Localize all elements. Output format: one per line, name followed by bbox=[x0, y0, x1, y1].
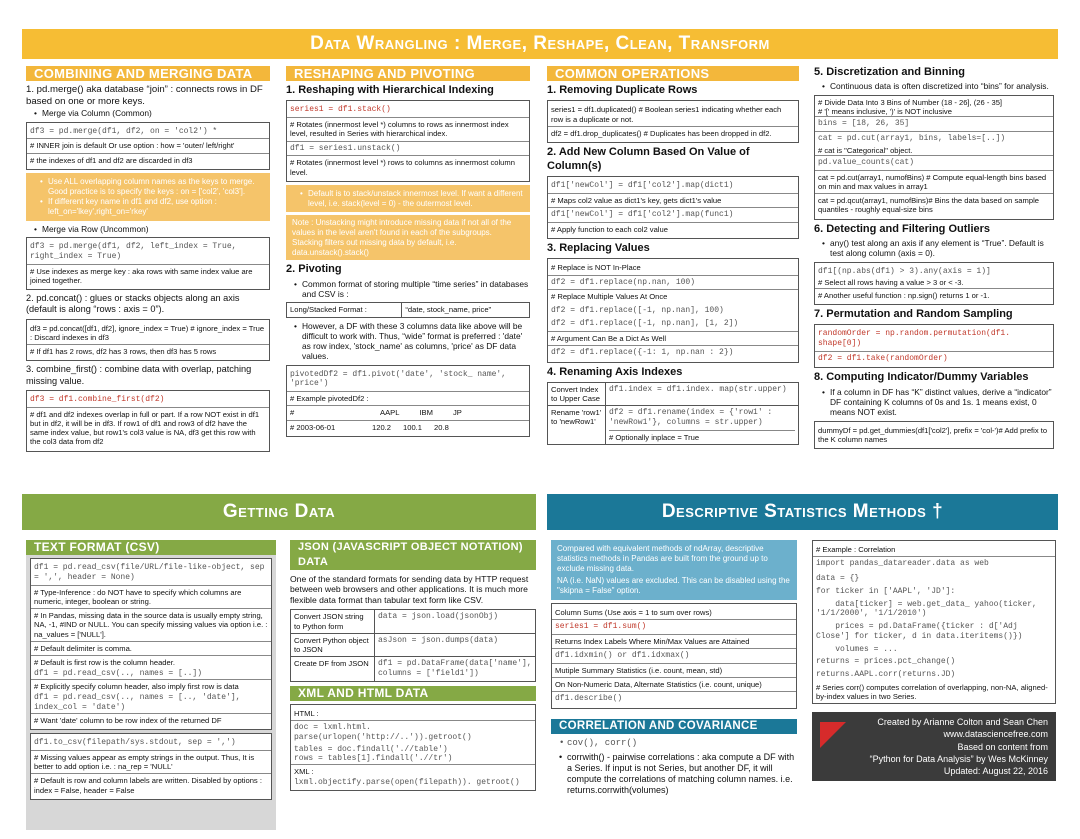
note-item: Compared with equivalent methods of ndArray, descriptive statistics methods in Pandas are built from the ground up to exclude missing data. bbox=[557, 544, 768, 573]
pivot-box bbox=[286, 365, 530, 437]
xml-box bbox=[290, 704, 536, 791]
code-line: cat = pd.cut(array1, bins, labels=[..]) bbox=[815, 131, 1053, 146]
concat-box bbox=[26, 319, 270, 362]
cell: JP bbox=[452, 408, 462, 418]
code-line: dummyDf = pd.get_dummies(df1['col2'], prefix = 'col-')# Add prefix to the K column names bbox=[818, 425, 1048, 444]
cov-corr-item: • cov(), corr() bbox=[559, 738, 797, 749]
stack-box bbox=[286, 100, 530, 182]
note-item: • If different key name in df1 and df2, use option : left_on='lkey',right_on='rkey' bbox=[40, 197, 264, 217]
code-line: doc = lxml.html. parse(urlopen('http://..')).getroot() bbox=[291, 720, 535, 745]
merge-column-box bbox=[26, 122, 270, 170]
subsection-title: 3. Replacing Values bbox=[547, 241, 650, 254]
concat-intro: 2. pd.concat() : glues or stacks objects along an axis (default is along “rows : axis = 0”). bbox=[26, 293, 240, 315]
code-line: df2 = df1.replace(np.nan, 100) bbox=[548, 275, 798, 290]
comment-line: # If df1 has 2 rows, df2 has 3 rows, then df3 has 5 rows bbox=[27, 344, 269, 358]
code-line: cat = pd.qcut(array1, numofBins)# Bins the data based on sample quantiles - roughly equal-size bins bbox=[815, 193, 1053, 217]
code-line: data = {} bbox=[816, 574, 860, 583]
duplicates-box bbox=[547, 100, 799, 143]
long-format-table bbox=[286, 302, 530, 317]
unstack-note: Note : Unstacking might introduce missing data if not all of the values in the level aren't found in each of the subgroups. Stacking filters out missing data by default, i.e. data.unstack().stack() bbox=[286, 215, 530, 260]
subsection-title: 1. Removing Duplicate Rows bbox=[547, 84, 698, 96]
comment-line: On Non-Numeric Data, Alternate Statistics (i.e. count, unique) bbox=[552, 677, 796, 691]
code-line: df1 = pd.read_csv(.., names = [..]) bbox=[34, 669, 203, 679]
merge-column-label: • Merge via Column (Common) bbox=[34, 108, 270, 118]
pivot-text: • However, a DF with these 3 columns data like above will be difficult to work with. Thus, “wide” format is preferred : 'date' as row index, 'stock_name' as columns, 'price' as DF data values. bbox=[294, 321, 530, 362]
comment-line: # Type-Inference : do NOT have to specify which columns are numeric, integer, boolean or string. bbox=[31, 585, 271, 609]
code-line: df1['newCol'] = df1['col2'].map(func1) bbox=[548, 207, 798, 222]
table-cell: Convert JSON string to Python form bbox=[291, 610, 375, 634]
comment-line: # Another useful function : np.sign() returns 1 or -1. bbox=[815, 288, 1053, 302]
table-cell: Rename 'row1' to 'newRow1' bbox=[548, 406, 606, 445]
comment-line: # Use indexes as merge key : aka rows with same index value are joined together. bbox=[27, 264, 269, 288]
code-line: df1.idxmin() or df1.idxmax() bbox=[552, 648, 796, 663]
comment-line: # Series corr() computes correlation of overlapping, non-NA, aligned-by-index values in two Series. bbox=[816, 682, 1048, 701]
code-line: lxml.objectify.parse(open(filepath)). getroot() bbox=[294, 778, 520, 788]
code-line: df1 = series1.unstack() bbox=[287, 141, 529, 156]
subsection-title: 2. Pivoting bbox=[286, 263, 342, 276]
comment-line: # Example pivotedDf2 : bbox=[287, 391, 529, 405]
credit-line: Updated: August 22, 2016 bbox=[943, 765, 1048, 776]
subsection-title: 4. Renaming Axis Indexes bbox=[547, 366, 683, 379]
comment-line: # '[' means inclusive, ')' is NOT inclusive bbox=[818, 106, 952, 116]
section-heading: COMBINING AND MERGING DATA bbox=[26, 66, 270, 81]
code-line: df2 = df1.take(randomOrder) bbox=[815, 351, 1053, 366]
corrwith-item: • corrwith() - pairwise correlations : aka compute a DF with a Series. If input is not Series, but another DF, it will compute the correlations of matching column names. i.e. returns.corrwith(volumes) bbox=[559, 752, 797, 796]
code-line: df1.describe() bbox=[552, 691, 796, 706]
code-line: df1['newCol'] = df1['col2'].map(dict1) bbox=[551, 180, 734, 190]
comment-line: # Maps col2 value as dict1's key, gets dict1's value bbox=[548, 193, 798, 207]
merge-note bbox=[26, 173, 270, 221]
cell: IBM bbox=[419, 408, 433, 418]
code-line: data[ticker] = web.get_data_ yahoo(ticker, '1/1/2000', '1/1/2010') bbox=[816, 599, 1042, 619]
section-heading: COMMON OPERATIONS bbox=[547, 66, 799, 81]
code-line: df1 = pd.read_csv(file/URL/file-like-object, sep = ',', header = None) bbox=[34, 563, 265, 582]
table-cell: Convert Index to Upper Case bbox=[548, 382, 606, 406]
new-column-box bbox=[547, 176, 799, 239]
desc-right-panel bbox=[812, 540, 1056, 830]
reshaping-pivoting-column bbox=[286, 66, 530, 478]
code-line: volumes = ... bbox=[816, 644, 898, 654]
table-cell: df1 = pd.DataFrame(data['name'], columns = ['field1']) bbox=[375, 657, 536, 682]
code-line: tables = doc.findall('.//table') bbox=[294, 744, 448, 754]
table-cell bbox=[606, 406, 799, 445]
code-line: df1 = pd.read_csv(.., names = [.., 'date'], index_col = 'date') bbox=[34, 693, 241, 712]
code-line: df2 = df1.replace({-1: 1, np.nan : 2}) bbox=[548, 345, 798, 360]
discretization-column bbox=[814, 66, 1054, 478]
comment-line: # cat is "Categorical" object. bbox=[818, 145, 913, 155]
section-heading: XML AND HTML DATA bbox=[290, 686, 536, 701]
comment-line: # Missing values appear as empty strings in the output. Thus, It is better to add option i.e. : na_rep = 'NULL' bbox=[31, 750, 271, 774]
comment-line: # Default is row and column labels are written. Disabled by options : index = False, header = False bbox=[31, 773, 271, 797]
page-title: Data Wrangling : Merge, Reshape, Clean, Transform bbox=[22, 29, 1058, 59]
json-table bbox=[290, 609, 536, 682]
merge-row-box bbox=[26, 237, 270, 290]
code-line: import pandas_datareader.data as web bbox=[813, 556, 1055, 571]
code-line: bins = [18, 26, 35] bbox=[815, 116, 1053, 131]
comment-line: # Example : Correlation bbox=[816, 545, 896, 554]
desc-box bbox=[551, 603, 797, 709]
binning-box bbox=[814, 95, 1054, 220]
code-line: df3 = df1.combine_first(df2) bbox=[30, 394, 165, 404]
section-heading: TEXT FORMAT (CSV) bbox=[26, 540, 276, 555]
table-cell: df1.index = df1.index. map(str.upper) bbox=[606, 382, 799, 406]
descriptive-stats-banner: Descriptive Statistics Methods † bbox=[547, 494, 1058, 530]
comment-line: Column Sums (Use axis = 1 to sum over rows) bbox=[555, 607, 712, 617]
comment-line: # Replace Multiple Values At Once bbox=[548, 289, 798, 303]
json-text: One of the standard formats for sending data by HTTP request between web browsers and other applications. It is much more flexible data format than tabular text form like CSV. bbox=[290, 574, 529, 605]
merge-row-label: • Merge via Row (Uncommon) bbox=[34, 224, 270, 234]
credit-line: www.datasciencefree.com bbox=[943, 729, 1048, 740]
desc-note bbox=[551, 540, 797, 600]
combining-merging-column bbox=[26, 66, 270, 478]
note-item: • Default is to stack/unstack innermost level. If want a different level, i.e. stack(level = 0) - the outermost level. bbox=[300, 189, 524, 209]
rename-table bbox=[547, 382, 799, 445]
dummy-box bbox=[814, 421, 1054, 450]
comment-line: # Replace is NOT In-Place bbox=[551, 263, 641, 273]
comment-line: # INNER join is default Or use option : how = 'outer/ left/right' bbox=[27, 138, 269, 152]
comment-line: # the indexes of df1 and df2 are discarded in df3 bbox=[27, 153, 269, 167]
table-cell: “date, stock_name, price” bbox=[402, 303, 530, 317]
subsection-title: 8. Computing Indicator/Dummy Variables bbox=[814, 371, 1029, 384]
comment-line: # Optionally inplace = True bbox=[609, 430, 795, 442]
desc-left-panel bbox=[551, 540, 797, 830]
section-heading: JSON (JAVASCRIPT OBJECT NOTATION) DATA bbox=[290, 540, 536, 570]
code-line: rows = tables[1].findall('.//tr') bbox=[294, 754, 453, 764]
json-xml-panel bbox=[290, 540, 536, 830]
comment-line: # In Pandas, missing data in the source data is usually empty string, NA, -1, #IND or NULL. You can specify missing values via option i.e. : na_values = ['NULL']. bbox=[31, 608, 271, 641]
code-line: df2 = df1.drop_duplicates() # Duplicates has been dropped in df2. bbox=[548, 126, 798, 140]
read-csv-box bbox=[30, 558, 272, 730]
comment-line: # Want 'date' column to be row index of the returned DF bbox=[31, 713, 271, 727]
comment-line: # Divide Data Into 3 Bins of Number (18 - 26], (26 - 35] bbox=[818, 97, 1003, 107]
combine-first-box bbox=[26, 390, 270, 452]
code-line: series1 = df1.duplicated() # Boolean series1 indicating whether each row is a duplicate or not. bbox=[551, 105, 782, 124]
code-line: returns = prices.pct_change() bbox=[816, 657, 956, 667]
comment-line: # Select all rows having a value > 3 or < -3. bbox=[818, 278, 964, 288]
code-line: pd.value_counts(cat) bbox=[815, 155, 1053, 170]
comment-line: # Apply function to each col2 value bbox=[548, 222, 798, 236]
code-line: for ticker in ['AAPL', 'JD']: bbox=[816, 586, 956, 596]
comment-line: # Rotates (innermost level *) rows to columns as innermost column level. bbox=[287, 155, 529, 179]
subsection-title: 2. Add New Column Based On Value of Column(s) bbox=[547, 146, 750, 172]
credit-line: Created by Arianne Colton and Sean Chen bbox=[877, 717, 1048, 728]
code-line: df2 = df1.rename(index = {'row1' : 'newRow1'}, columns = str.upper) bbox=[609, 408, 773, 427]
subsection-title: 1. Reshaping with Hierarchical Indexing bbox=[286, 84, 494, 96]
code-line: df2 = df1.replace([-1, np.nan], 100) bbox=[551, 305, 724, 315]
pivot-text: • Common format of storing multiple “time series” in databases and CSV is : bbox=[294, 279, 530, 300]
code-line: randomOrder = np.random.permutation(df1. shape[0]) bbox=[818, 329, 1011, 348]
code-line: cat = pd.cut(array1, numofBins) # Compute equal-length bins based on min and max values in array1 bbox=[815, 170, 1053, 194]
section-heading: RESHAPING AND PIVOTING bbox=[286, 66, 530, 81]
comment-line: # Rotates (innermost level *) columns to rows as innermost index level, resulted in Series with hierarchical index. bbox=[287, 117, 529, 141]
code-line: df3 = pd.merge(df1, df2, left_index = True, right_index = True) bbox=[30, 242, 237, 261]
note-item: • Use ALL overlapping column names as the keys to merge. Good practice is to specify the keys : on = ['col2', 'col3']. bbox=[40, 177, 264, 197]
subsection-title: 5. Discretization and Binning bbox=[814, 66, 965, 78]
code-line: df2 = df1.replace([-1, np.nan], [1, 2]) bbox=[551, 319, 739, 329]
getting-data-banner: Getting Data bbox=[22, 494, 536, 530]
dummy-text: • If a column in DF has “K” distinct values, derive a “indicator” DF containing K columns of 0s and 1s. 1 means exist, 0 means NOT exist. bbox=[822, 387, 1054, 418]
binning-text: • Continuous data is often discretized into “bins” for analysis. bbox=[822, 81, 1054, 91]
cell: # bbox=[290, 408, 295, 418]
table-cell: Long/Stacked Format : bbox=[287, 303, 402, 317]
note-item: NA (i.e. NaN) values are excluded. This can be disabled using the "skipna = False" option. bbox=[557, 576, 790, 595]
code-line: pivotedDf2 = df1.pivot('date', 'stock_ name', 'price') bbox=[290, 369, 507, 389]
code-line: df3 = pd.merge(df1, df2, on = 'col2') * bbox=[30, 126, 218, 136]
code-line: returns.AAPL.corr(returns.JD) bbox=[816, 670, 956, 679]
cell: 20.8 bbox=[434, 422, 449, 432]
comment-line: # Default is first row is the column header. bbox=[31, 655, 271, 669]
code-line: df1.to_csv(filepath/sys.stdout, sep = ',') bbox=[34, 738, 236, 747]
to-csv-box bbox=[30, 733, 272, 800]
code-line: prices = pd.DataFrame({ticker : d['Adj Close'] for ticker, d in data.iteritems()}) bbox=[816, 622, 1023, 641]
code-line: series1 = df1.sum() bbox=[552, 619, 796, 634]
comment-line: # df1 and df2 indexes overlap in full or part. If a row NOT exist in df1 but in df2, it will be in df3. If row1 of df1 and row3 of df2 have the same index value, but row1's col3 value is NA, df3 get this row with the col3 data from df2 bbox=[27, 407, 269, 449]
credit-line: “Python for Data Analysis” by Wes McKinney bbox=[869, 753, 1048, 764]
comment-line: # Explicitly specify column header, also imply first row is data bbox=[31, 679, 271, 693]
comment-line: XML : bbox=[291, 764, 535, 778]
combine-first-intro: 3. combine_first() : combine data with overlap, patching missing value. bbox=[26, 364, 252, 386]
comment-line: Returns Index Labels Where Min/Max Values are Attained bbox=[552, 634, 796, 648]
comment-line: # Argument Can Be a Dict As Well bbox=[548, 331, 798, 345]
logo-icon bbox=[820, 722, 846, 748]
cell: # 2003-06-01 bbox=[290, 422, 336, 432]
cell: 120.2 bbox=[372, 422, 392, 432]
pivot-row bbox=[287, 420, 529, 434]
correlation-example-box bbox=[812, 540, 1056, 704]
stack-note bbox=[286, 185, 530, 213]
replace-box bbox=[547, 258, 799, 363]
section-heading: CORRELATION AND COVARIANCE bbox=[551, 719, 797, 734]
csv-panel bbox=[26, 540, 276, 830]
cell: AAPL bbox=[380, 408, 400, 418]
subsection-title: 6. Detecting and Filtering Outliers bbox=[814, 222, 991, 235]
pivot-header bbox=[287, 405, 529, 419]
comment-line: # Default delimiter is comma. bbox=[31, 641, 271, 655]
code-line: series1 = df1.stack() bbox=[290, 105, 391, 115]
table-cell: Create DF from JSON bbox=[291, 657, 375, 682]
outlier-text: • any() test along an axis if any element is “True”. Default is test along column (axis = 0). bbox=[822, 238, 1054, 259]
merge-intro: 1. pd.merge() aka database “join” : connects rows in DF based on one or more keys. bbox=[26, 84, 263, 107]
table-cell: data = json.load(jsonObj) bbox=[375, 610, 536, 634]
code-line: df1[(np.abs(df1) > 3).any(axis = 1)] bbox=[818, 266, 991, 276]
code-line: df3 = pd.concat([df1, df2], ignore_index = True) # ignore_index = True : Discard indexes in df3 bbox=[30, 323, 265, 342]
cell: 100.1 bbox=[403, 422, 423, 432]
table-cell: asJson = json.dumps(data) bbox=[375, 633, 536, 657]
table-cell: Convert Python object to JSON bbox=[291, 633, 375, 657]
comment-line: HTML : bbox=[294, 708, 319, 718]
outlier-box bbox=[814, 262, 1054, 305]
permutation-box bbox=[814, 324, 1054, 368]
common-operations-column bbox=[547, 66, 799, 478]
credit-line: Based on content from bbox=[957, 741, 1048, 752]
credits-footer bbox=[812, 712, 1056, 781]
subsection-title: 7. Permutation and Random Sampling bbox=[814, 307, 1013, 320]
comment-line: Mutiple Summary Statistics (i.e. count, mean, std) bbox=[552, 663, 796, 677]
